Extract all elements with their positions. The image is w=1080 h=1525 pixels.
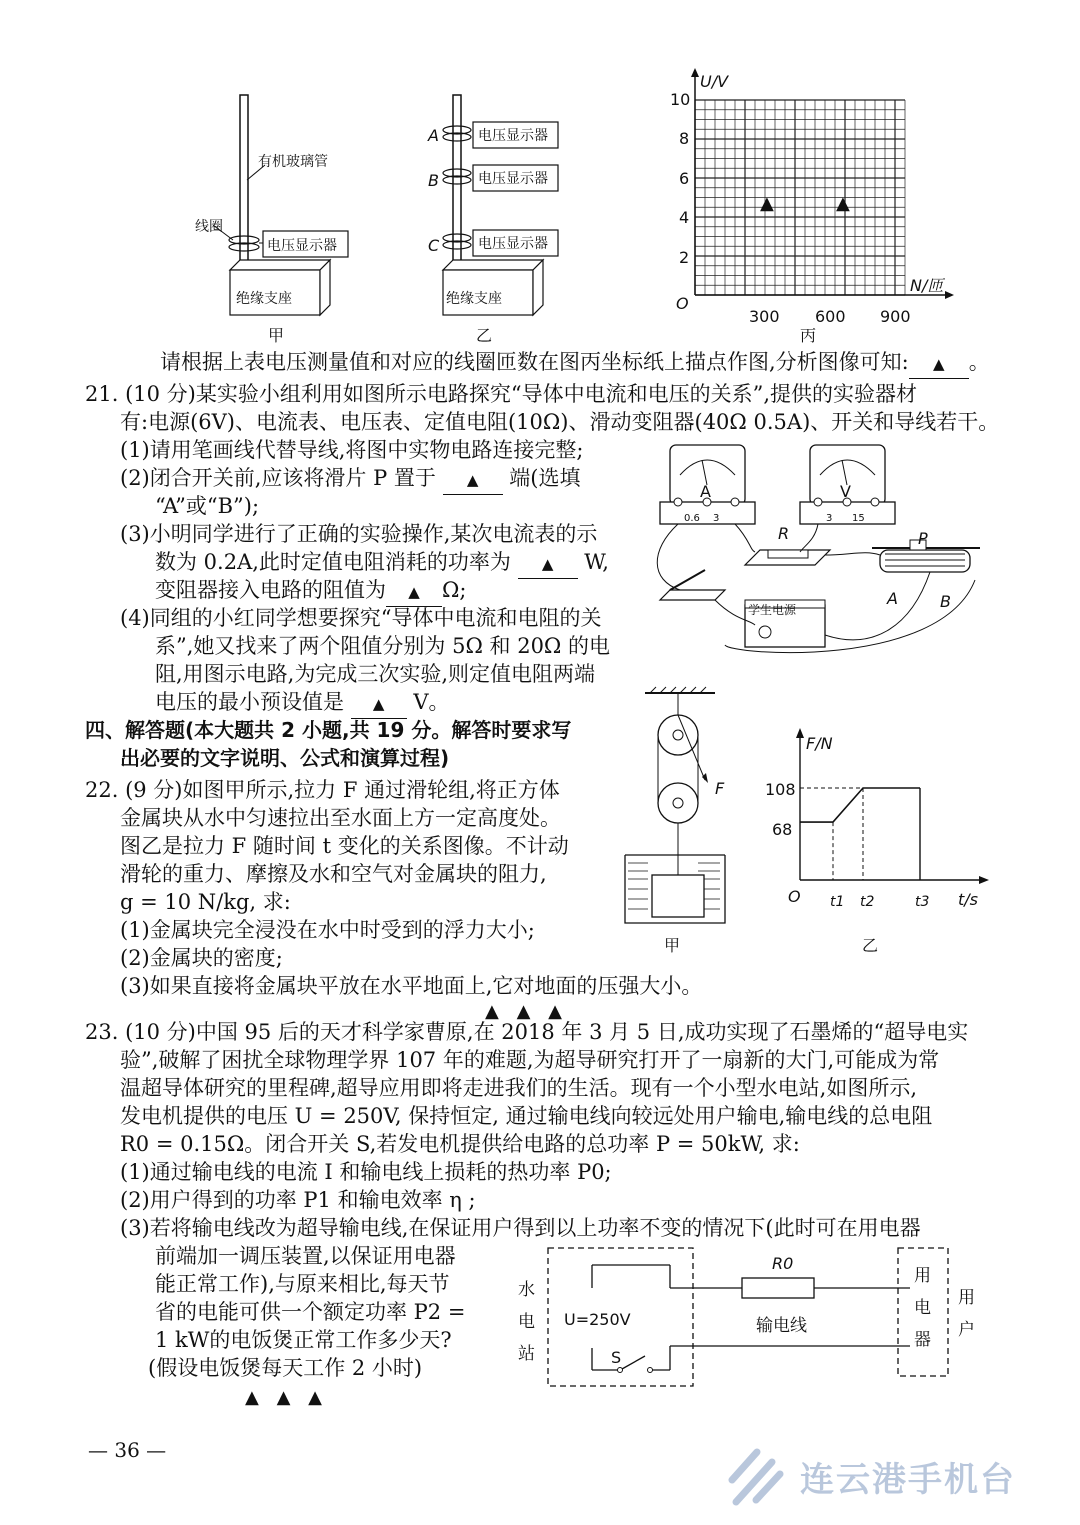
yi-label-b: B bbox=[428, 171, 439, 190]
circuit-voltmeter-label: V bbox=[840, 482, 851, 501]
q22-line2: 金属块从水中匀速拉出至水面上方一定高度处。 bbox=[120, 806, 561, 830]
circuit-p-label: P bbox=[918, 529, 928, 548]
watermark-text: 连云港手机台 bbox=[800, 1460, 1016, 1500]
tx-switch-label: S bbox=[611, 1348, 622, 1367]
q22-sub1: (1)金属块完全浸没在水中时受到的浮力大小; bbox=[120, 918, 535, 942]
circuit-v-tick-15: 15 bbox=[852, 513, 865, 524]
q23-line3: 温超导体研究的里程碑,超导应用即将走进我们的生活。现有一个小型水电站,如图所示, bbox=[120, 1076, 918, 1100]
tx-r0-label: R0 bbox=[772, 1254, 794, 1273]
q23-answer-triangles: ▲ ▲ ▲ bbox=[245, 1387, 328, 1408]
grid-triangle-2: ▲ bbox=[836, 193, 850, 214]
grid-y-arrow bbox=[691, 68, 699, 77]
q21-sub4d: 电压的最小预设值是 ▲ V。 bbox=[155, 688, 450, 719]
q22-line5: g = 10 N/kg, 求: bbox=[120, 890, 291, 914]
tx-station-3: 站 bbox=[518, 1344, 535, 1364]
q23-sub3e: 1 kW的电饭煲正常工作多少天? bbox=[155, 1328, 452, 1352]
circuit-a-tick-06: 0.6 bbox=[684, 513, 700, 524]
q23-sub2: (2)用户得到的功率 P1 和输电效率 η ; bbox=[120, 1188, 476, 1212]
q21-sub4b: 系”,她又找来了两个阻值分别为 5Ω 和 20Ω 的电 bbox=[155, 634, 611, 658]
yi-label-c: C bbox=[428, 236, 440, 255]
circuit-b-end-label: B bbox=[940, 592, 951, 611]
watermark-logo-icon bbox=[722, 1440, 792, 1510]
circuit-ammeter-label: A bbox=[700, 482, 711, 501]
bing-ytick-8: 8 bbox=[679, 129, 690, 148]
q23-line1: 23. (10 分)中国 95 后的天才科学家曹原,在 2018 年 3 月 5 日,成功实现了石墨烯的“超导电实 bbox=[85, 1020, 969, 1044]
ft-y-arrow bbox=[796, 728, 804, 738]
circuit-a-tick-3: 3 bbox=[713, 513, 720, 524]
yi-display-a: 电压显示器 bbox=[478, 128, 548, 144]
jia-coil-label: 线圈 bbox=[195, 219, 223, 235]
bing-ylabel: U/V bbox=[700, 72, 729, 91]
yi-caption: 乙 bbox=[476, 326, 493, 345]
ft-y-low: 68 bbox=[772, 820, 793, 839]
tx-user-1: 用 bbox=[958, 1288, 975, 1308]
jia-tube-label: 有机玻璃管 bbox=[258, 154, 328, 170]
ft-ylabel: F/N bbox=[806, 734, 833, 753]
grid-triangle-1: ▲ bbox=[760, 193, 774, 214]
tx-voltage: U=250V bbox=[564, 1310, 631, 1329]
section4-line1: 四、解答题(本大题共 2 小题,共 19 分。解答时要求写 bbox=[85, 718, 572, 742]
q21-line1: 21. (10 分)某实验小组利用如图所示电路探究“导体中电流和电压的关系”,提供的实验器材 bbox=[85, 382, 917, 406]
bing-xtick-300: 300 bbox=[749, 307, 780, 326]
bing-origin: O bbox=[676, 294, 689, 313]
ft-xlabel: t/s bbox=[958, 890, 978, 909]
circuit-power-label: 学生电源 bbox=[748, 603, 797, 617]
q23-line5: R0 = 0.15Ω。闭合开关 S,若发电机提供给电路的总功率 P = 50kW, 求: bbox=[120, 1132, 800, 1156]
q20-tail: 请根据上表电压测量值和对应的线圈匝数在图丙坐标纸上描点作图,分析图像可知: ▲ 。 bbox=[160, 348, 990, 379]
ft-series-line bbox=[800, 788, 920, 822]
section4-line2: 出必要的文字说明、公式和演算过程) bbox=[120, 746, 450, 770]
tx-station-2: 电 bbox=[518, 1312, 535, 1332]
q21-line2: 有:电源(6V)、电流表、电压表、定值电阻(10Ω)、滑动变阻器(40Ω 0.5A)、开关和导线若干。 bbox=[120, 410, 1000, 434]
q23-sub3d: 省的电能可供一个额定功率 P2 = bbox=[155, 1300, 466, 1324]
tx-user-2: 户 bbox=[958, 1320, 975, 1340]
q23-line2: 验”,破解了困扰全球物理学界 107 年的难题,为超导研究打开了一扇新的大门,可能成为常 bbox=[120, 1048, 940, 1072]
q21-sub3c: 变阻器接入电路的阻值为 ▲ Ω; bbox=[155, 576, 467, 607]
q21-sub2c: “A”或“B”); bbox=[155, 494, 260, 518]
jia-base: 绝缘支座 bbox=[236, 291, 292, 307]
q21-sub3b: 数为 0.2A,此时定值电阻消耗的功率为 ▲ W, bbox=[155, 548, 609, 579]
tx-appliance-1: 用 bbox=[914, 1266, 931, 1286]
bing-xtick-900: 900 bbox=[880, 307, 911, 326]
circuit-a-end-label: A bbox=[887, 589, 898, 608]
pulley-f-label: F bbox=[715, 779, 725, 798]
ft-y-high: 108 bbox=[765, 780, 796, 799]
circuit-r-label: R bbox=[778, 524, 790, 543]
page-number: — 36 — bbox=[88, 1438, 167, 1462]
q22-line1: 22. (9 分)如图甲所示,拉力 F 通过滑轮组,将正方体 bbox=[85, 778, 560, 802]
bing-caption: 丙 bbox=[800, 326, 817, 345]
bing-xlabel: N/匝 bbox=[910, 276, 944, 295]
q23-sub3a: (3)若将输电线改为超导输电线,在保证用户得到以上功率不变的情况下(此时可在用电器 bbox=[120, 1216, 921, 1240]
yi-base: 绝缘支座 bbox=[446, 291, 502, 307]
q22-line3: 图乙是拉力 F 随时间 t 变化的关系图像。不计动 bbox=[120, 834, 569, 858]
tx-station-1: 水 bbox=[518, 1280, 535, 1300]
ft-t2: t2 bbox=[860, 894, 875, 910]
yi-label-a: A bbox=[428, 126, 439, 145]
pulley-figure bbox=[620, 685, 730, 945]
q23-sub3f: (假设电饭煲每天工作 2 小时) bbox=[148, 1356, 423, 1380]
ft-t3: t3 bbox=[915, 894, 930, 910]
tx-appliance-2: 电 bbox=[914, 1298, 931, 1318]
grid-x-arrow bbox=[945, 291, 954, 299]
pulley-caption: 甲 bbox=[664, 936, 681, 955]
ft-x-arrow bbox=[979, 876, 989, 884]
bing-xtick-600: 600 bbox=[815, 307, 846, 326]
ft-caption: 乙 bbox=[862, 936, 879, 955]
q21-sub3a: (3)小明同学进行了正确的实验操作,某次电流表的示 bbox=[120, 522, 598, 546]
q23-sub1: (1)通过输电线的电流 I 和输电线上损耗的热功率 P0; bbox=[120, 1160, 612, 1184]
q22-line4: 滑轮的重力、摩擦及水和空气对金属块的阻力, bbox=[120, 862, 547, 886]
bing-ytick-6: 6 bbox=[679, 169, 690, 188]
q22-answer-triangles: ▲ ▲ ▲ bbox=[485, 1001, 568, 1022]
q23-sub3c: 能正常工作),与原来相比,每天节 bbox=[155, 1272, 450, 1296]
ft-t1: t1 bbox=[830, 894, 845, 910]
yi-display-b: 电压显示器 bbox=[478, 171, 548, 187]
q21-sub4a: (4)同组的小红同学想要探究“导体中电流和电阻的关 bbox=[120, 606, 602, 630]
tx-line-label: 输电线 bbox=[756, 1316, 807, 1336]
bing-ytick-2: 2 bbox=[679, 248, 690, 267]
jia-display: 电压显示器 bbox=[267, 238, 337, 254]
yi-display-c: 电压显示器 bbox=[478, 236, 548, 252]
tx-appliance-3: 器 bbox=[914, 1330, 931, 1350]
bing-ytick-10: 10 bbox=[670, 90, 691, 109]
circuit-v-tick-3: 3 bbox=[826, 513, 833, 524]
circuit-figure bbox=[640, 440, 1000, 665]
jia-caption: 甲 bbox=[268, 326, 285, 345]
q23-line4: 发电机提供的电压 U = 250V, 保持恒定, 通过输电线向较远处用户输电,输电线的总电阻 bbox=[120, 1104, 933, 1128]
q23-sub3b: 前端加一调压装置,以保证用电器 bbox=[155, 1244, 456, 1268]
q22-sub3: (3)如果直接将金属块平放在水平地面上,它对地面的压强大小。 bbox=[120, 974, 703, 998]
q21-sub2a: (2)闭合开关前,应该将滑片 P 置于 ▲ 端(选填 bbox=[120, 464, 580, 495]
q22-sub2: (2)金属块的密度; bbox=[120, 946, 283, 970]
q21-sub1: (1)请用笔画线代替导线,将图中实物电路连接完整; bbox=[120, 438, 584, 462]
q21-sub4c: 阻,用图示电路,为完成三次实验,则定值电阻两端 bbox=[155, 662, 596, 686]
bing-ytick-4: 4 bbox=[679, 208, 690, 227]
ft-origin: O bbox=[788, 887, 801, 906]
